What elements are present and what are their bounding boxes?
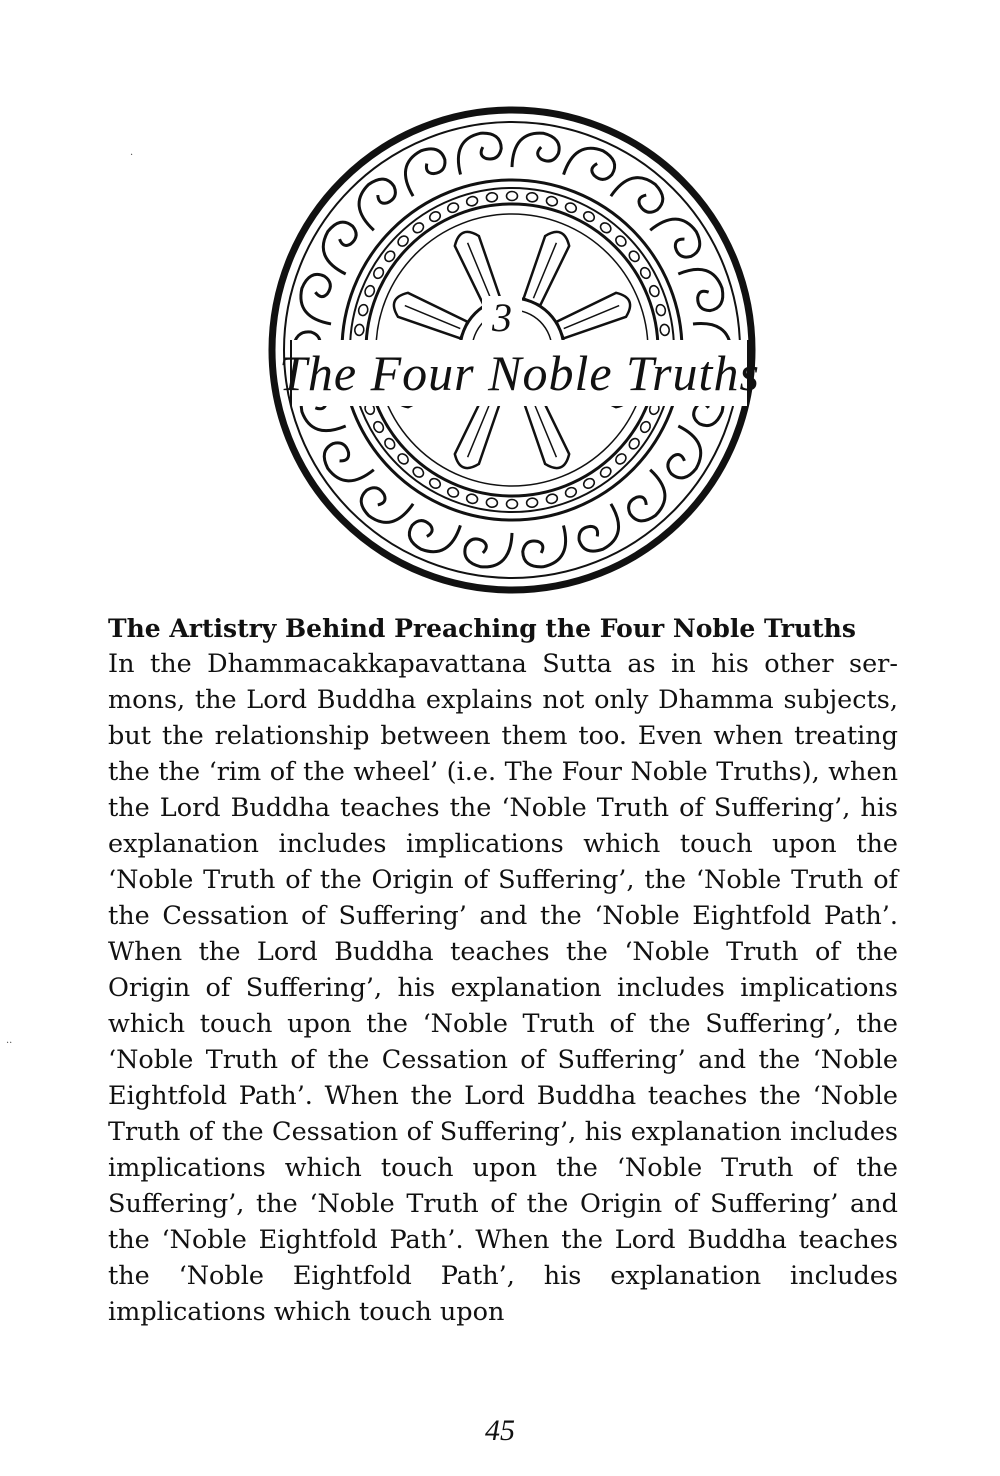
page-number: 45 [485,1414,515,1447]
chapter-title: The Four Noble Truths [279,345,760,401]
main-text [108,612,898,1330]
stray-dots: ·· [6,1038,13,1049]
body-paragraph: In the Dhammacakkapavattana Sutta as in his other sermons, the Lord Buddha explains not only Dhamma subjects, but the relationship between them too. Even when treating the the ‘rim of the wheel’ (i.e. The Four Noble Truths), when the Lord Buddha teaches the ‘Noble Truth of Suffering’, his explanation includes implications which touch upon the ‘Noble Truth of the Origin of Suffering’, the ‘Noble Truth of the Cessation of Suffering’ and the ‘Noble Eightfold Path’. When the Lord Buddha teaches the ‘Noble Truth of the Origin of Suffering’, his explanation includes implications which touch upon the ‘Noble Truth of the Suffering’, the ‘Noble Truth of the Cessation of Suffering’ and the ‘Noble Eightfold Path’. When the Lord Buddha teaches the ‘Noble Truth of the Cessation of Suffering’, his explanation includes implications which touch upon the ‘Noble Truth of the Suffering’, the ‘Noble Truth of the Origin of Suffering’ and the ‘Noble Eightfold Path’. When the Lord Buddha teaches the ‘Noble Eightfold Path’, his explanation includes implications which touch upon [108,649,898,1327]
section-heading: The Artistry Behind Preaching the Four Noble Truths [108,614,856,643]
chapter-title-banner [279,340,760,406]
chapter-number: 3 [482,296,522,340]
stray-dot: · [130,150,134,161]
